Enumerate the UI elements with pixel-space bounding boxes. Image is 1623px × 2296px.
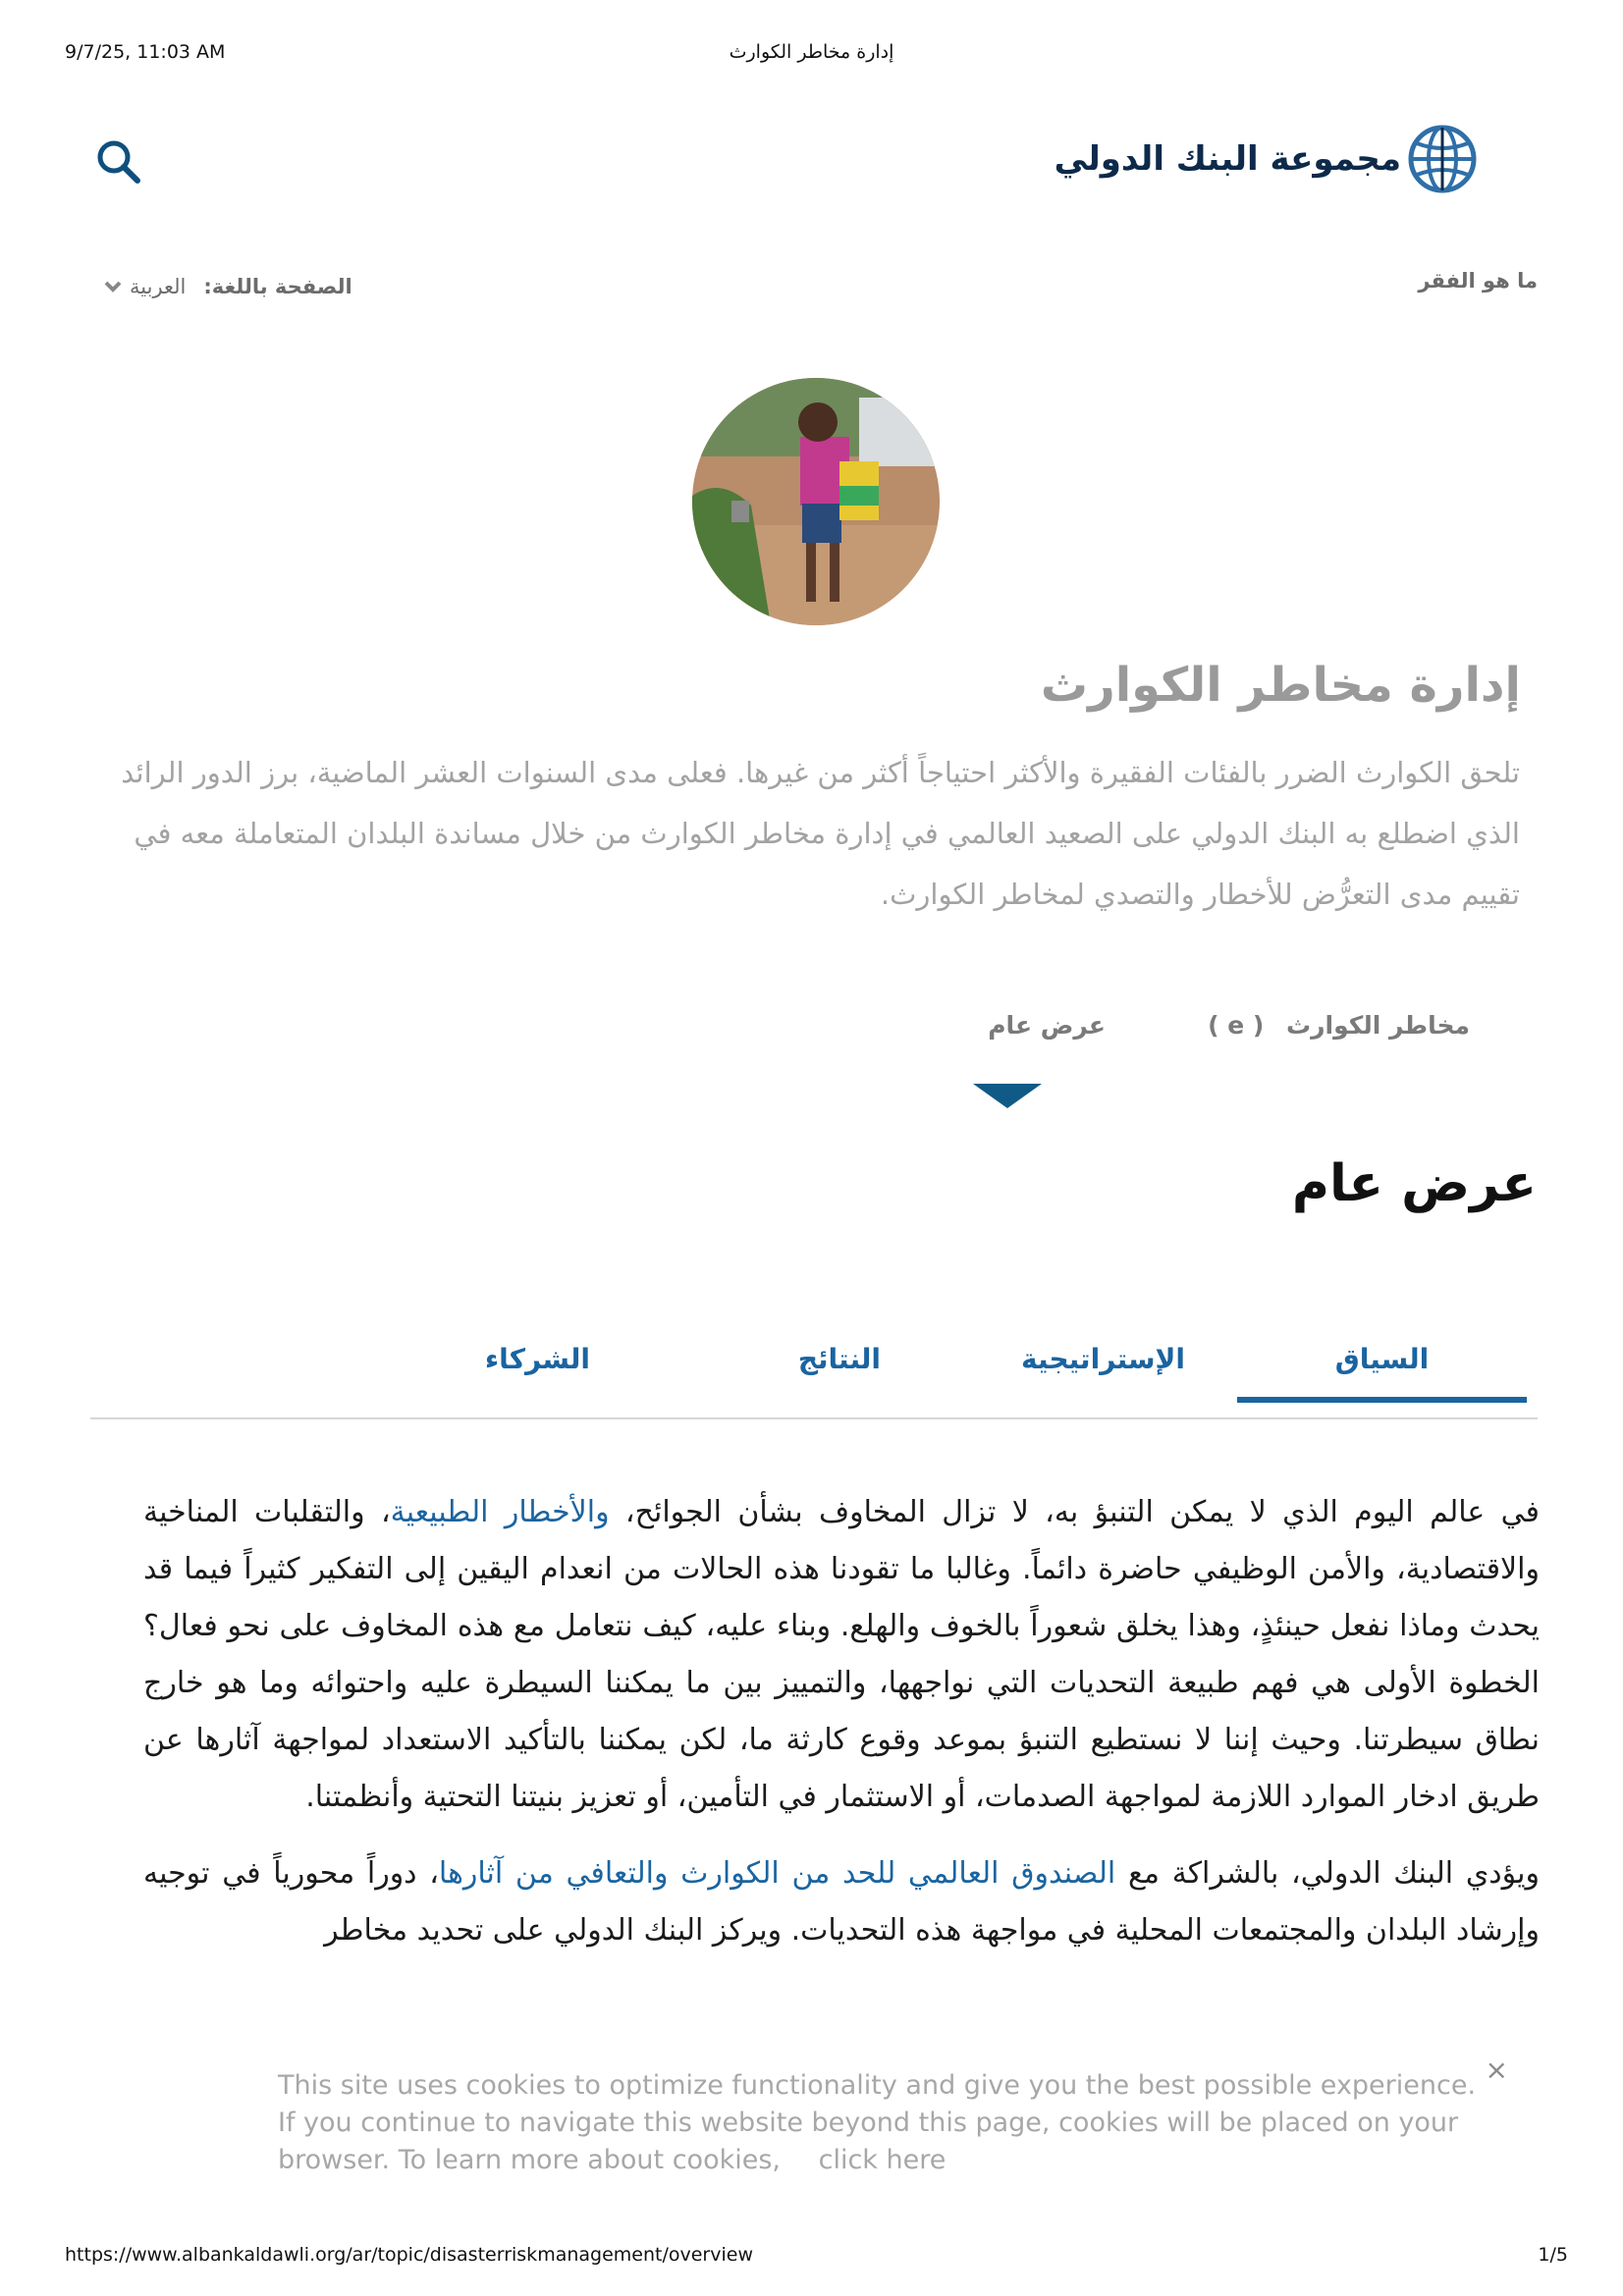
tab-context[interactable]: السياق: [1237, 1343, 1527, 1403]
subnav-risk-label: مخاطر الكوارث: [1286, 1011, 1470, 1040]
intro-text: تلحق الكوارث الضرر بالفئات الفقيرة والأكثر احتياجاً أكثر من غيرها. فعلى مدى السنوات العشر الماضية، برز الدور الرائد الذي اضطلع به البنك الدولي على الصعيد العالمي في إدارة مخاطر الكوارث من خلال مساندة البلدان المتعاملة معه في تقييم مدى التعرُّض للأخطار والتصدي لمخاطر الكوارث.: [121, 756, 1520, 911]
chevron-down-icon: [104, 280, 122, 294]
tab-partners[interactable]: الشركاء: [484, 1343, 590, 1375]
language-dropdown[interactable]: [104, 275, 186, 298]
globe-icon: [1407, 124, 1478, 194]
section-title: عرض عام: [1291, 1154, 1537, 1213]
world-bank-logo[interactable]: [1055, 124, 1478, 194]
subnav-disaster-risk[interactable]: [1208, 1011, 1470, 1040]
print-title: إدارة مخاطر الكوارث: [729, 41, 894, 63]
paragraph-1: في عالم اليوم الذي لا يمكن التنبؤ به، لا تزال المخاوف بشأن الجوائح، والأخطار الطبيعية، والتقلبات المناخية والاقتصادية، والأمن الوظيفي حاضرة دائماً. وغالبا ما تقودنا هذه الحالات من انعدام اليقين إلى التفكير كثيراً فيما قد يحدث وماذا نفعل حينئذٍ، وهذا يخلق شعوراً بالخوف والهلع. وبناء عليه، كيف نتعامل مع هذه المخاوف على نحو فعال؟ الخطوة الأولى هي فهم طبيعة التحديات التي نواجهها، والتمييز بين ما يمكننا السيطرة عليه واحتوائه وما هو خارج نطاق سيطرتنا. وحيث إننا لا نستطيع التنبؤ بموعد وقوع كارثة ما، لكن يمكننا بالتأكيد الاستعداد لمواجهة آثارها عن طريق ادخار الموارد اللازمة لمواجهة الصدمات، أو الاستثمار في التأمين، أو تعزيز بنيتنا التحتية وأنظمتنا.: [143, 1495, 1540, 1814]
tabs-divider: [90, 1417, 1538, 1419]
cookie-banner: [278, 2067, 1486, 2179]
subnav-overview[interactable]: عرض عام: [988, 1011, 1106, 1040]
logo-text: مجموعة البنك الدولي: [1054, 139, 1401, 179]
print-date: 9/7/25, 11:03 AM: [65, 41, 226, 63]
tab-strategy[interactable]: الإستراتيجية: [1021, 1343, 1185, 1375]
language-selector: [104, 275, 352, 298]
cookie-link[interactable]: click here: [818, 2145, 947, 2175]
active-indicator-arrow: [973, 1084, 1042, 1108]
hero-photo: [692, 378, 940, 625]
cookie-message: This site uses cookies to optimize functionality and give you the best possible experience. If you continue to navigate this website beyond this page, cookies will be placed on your browser. To learn more about cookies,: [278, 2070, 1477, 2175]
print-page-number: 1/5: [1538, 2244, 1568, 2266]
subnav-risk-badge: ( e ): [1208, 1011, 1265, 1040]
paragraph-2: ويؤدي البنك الدولي، بالشراكة مع الصندوق العالمي للحد من الكوارث والتعافي من آثارها، دوراً محورياً في توجيه وإرشاد البلدان والمجتمعات المحلية في مواجهة هذه التحديات. ويركز البنك الدولي على تحديد مخاطر: [143, 1856, 1540, 1948]
close-icon[interactable]: ×: [1485, 2054, 1508, 2086]
natural-hazards-link[interactable]: والأخطار الطبيعية: [390, 1495, 610, 1529]
language-value: العربية: [130, 275, 187, 298]
gfdrr-link[interactable]: الصندوق العالمي للحد من الكوارث والتعافي من آثارها: [438, 1856, 1116, 1891]
page-title: إدارة مخاطر الكوارث: [1040, 658, 1521, 713]
tab-results[interactable]: النتائج: [797, 1343, 881, 1375]
article-body: [143, 1484, 1540, 1979]
print-url: https://www.albankaldawli.org/ar/topic/disasterriskmanagement/overview: [65, 2244, 753, 2266]
nav-what-is-poverty[interactable]: ما هو الفقر: [1418, 269, 1538, 293]
language-label: الصفحة باللغة:: [203, 275, 352, 298]
search-icon[interactable]: [94, 137, 143, 187]
